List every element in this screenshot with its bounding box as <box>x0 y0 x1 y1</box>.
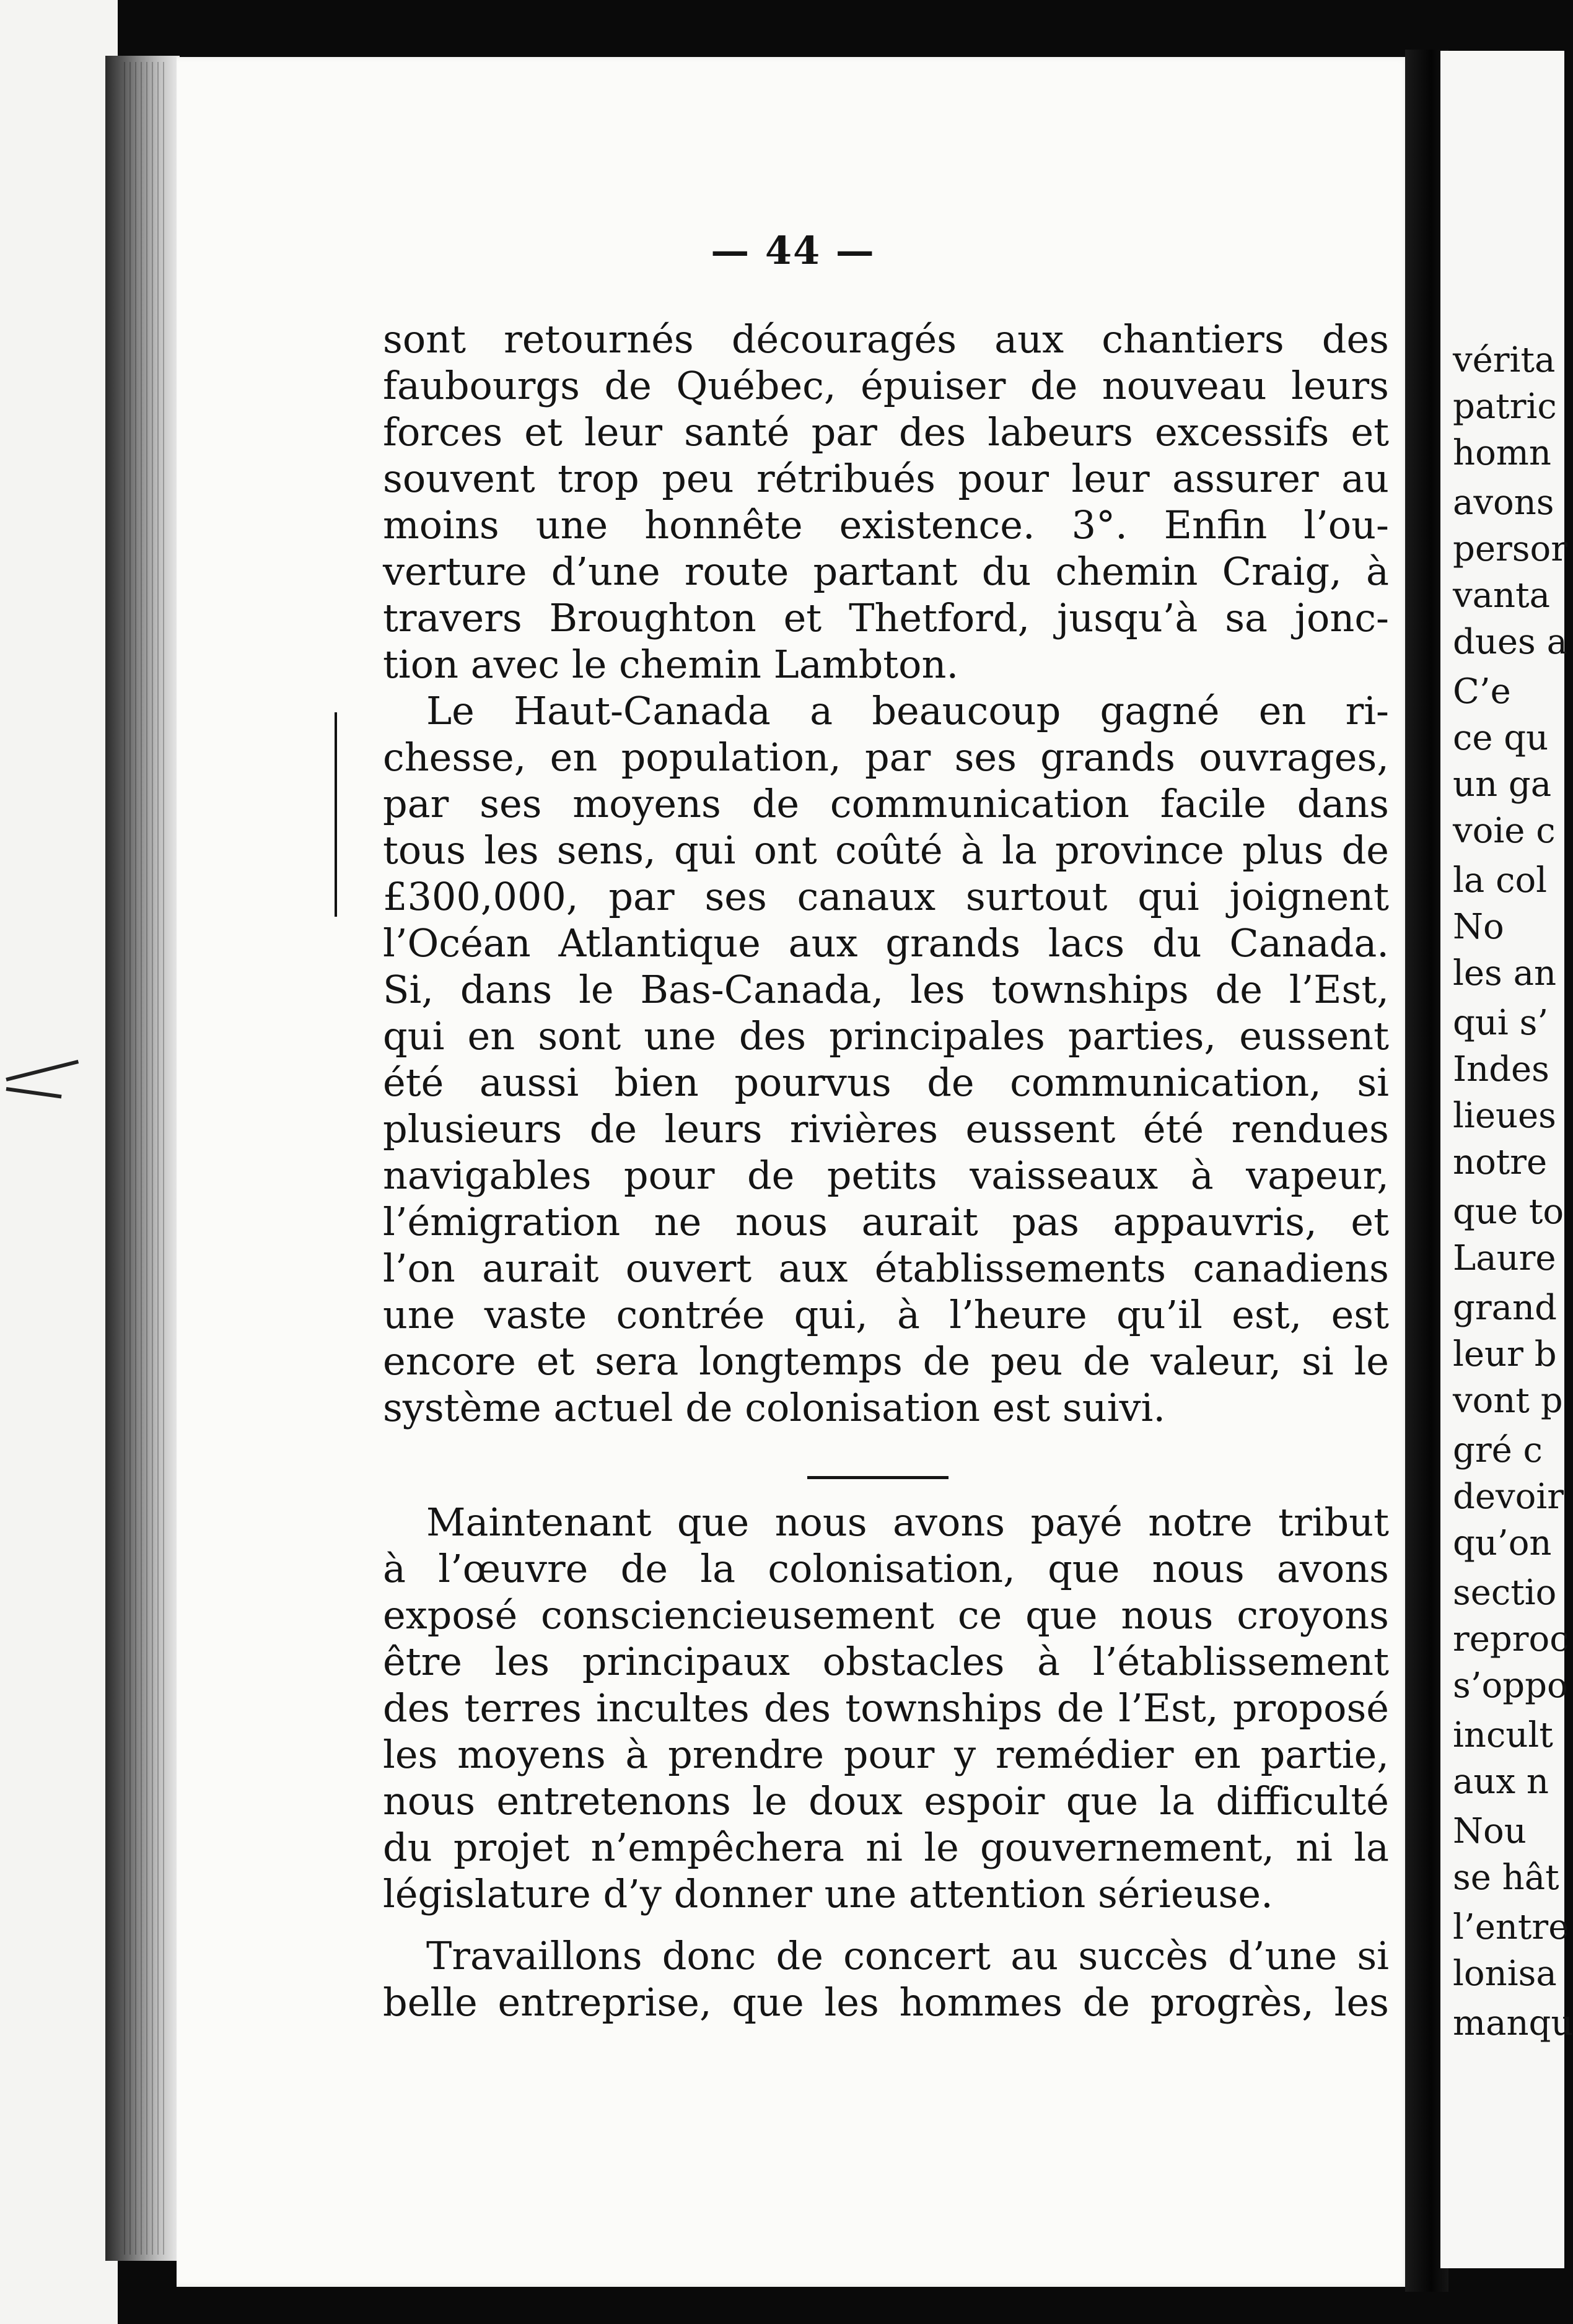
text-line: plusieurs de leurs rivières eussent été rendues <box>383 1106 1389 1151</box>
text-line: système actuel de colonisation est suivi. <box>383 1385 1166 1430</box>
facing-text-line: les an <box>1453 953 1557 994</box>
facing-text-line: vanta <box>1453 575 1550 616</box>
facing-text-line: Laure <box>1453 1238 1556 1278</box>
text-line: belle entreprise, que les hommes de progrès, les <box>383 1980 1389 2025</box>
section-separator <box>807 1476 949 1479</box>
facing-text-line: vont p <box>1453 1381 1563 1421</box>
text-line: encore et sera longtemps de peu de valeur, si le <box>383 1339 1389 1384</box>
text-line: l’on aurait ouvert aux établissements canadiens <box>383 1246 1389 1291</box>
facing-text-line: qui s’ <box>1453 1003 1549 1043</box>
facing-text-line: se hât <box>1453 1858 1559 1898</box>
text-line: moins une honnête existence. 3°. Enfin l’ou- <box>383 502 1389 548</box>
facing-text-line: voie c <box>1453 811 1556 851</box>
text-line: été aussi bien pourvus de communication, si <box>383 1060 1389 1105</box>
text-line: sont retournés découragés aux chantiers des <box>383 317 1389 362</box>
text-line: £300,000, par ses canaux surtout qui joignent <box>383 874 1389 919</box>
facing-text-line: manqu <box>1453 2003 1573 2043</box>
facing-text-line: reproc <box>1453 1619 1569 1659</box>
text-line: du projet n’empêchera ni le gouvernement, ni la <box>383 1825 1389 1870</box>
text-line: les moyens à prendre pour y remédier en partie, <box>383 1732 1389 1777</box>
facing-text-line: un ga <box>1453 764 1552 805</box>
text-line: verture d’une route partant du chemin Craig, à <box>383 549 1389 594</box>
text-line: l’émigration ne nous aurait pas appauvris, et <box>383 1199 1389 1244</box>
facing-text-line: notre <box>1453 1142 1548 1182</box>
text-line: souvent trop peu rétribués pour leur assurer au <box>383 456 1389 501</box>
facing-text-line: Nou <box>1453 1811 1527 1851</box>
facing-text-line: devoir <box>1453 1477 1564 1517</box>
facing-text-line: dues a <box>1453 622 1567 662</box>
text-line: navigables pour de petits vaisseaux à vapeur, <box>383 1153 1389 1198</box>
facing-page <box>1440 51 1573 2268</box>
text-line: législature d’y donner une attention sérieuse. <box>383 1871 1273 1916</box>
text-line: être les principaux obstacles à l’établissement <box>383 1639 1389 1684</box>
facing-text-line: leur b <box>1453 1334 1557 1374</box>
paragraph-4 <box>383 1933 1389 2025</box>
outer-margin <box>0 0 118 2324</box>
text-line: nous entretenons le doux espoir que la difficulté <box>383 1778 1389 1824</box>
facing-text-line: grand <box>1453 1288 1557 1328</box>
text-line: l’Océan Atlantique aux grands lacs du Canada. <box>383 920 1389 966</box>
facing-text-line: ce qu <box>1453 718 1549 758</box>
facing-text-line: avons <box>1453 483 1554 523</box>
text-line: faubourgs de Québec, épuiser de nouveau leurs <box>383 363 1389 408</box>
facing-text-line: Indes <box>1453 1049 1549 1090</box>
facing-text-line: qu’on <box>1453 1523 1552 1563</box>
margin-rule <box>335 712 337 917</box>
facing-text-line: aux n <box>1453 1762 1549 1802</box>
facing-text-line: vérita <box>1453 340 1556 380</box>
text-line: chesse, en population, par ses grands ouvrages, <box>383 735 1389 780</box>
facing-text-line: persor <box>1453 529 1567 569</box>
text-line: tous les sens, qui ont coûté à la province plus de <box>383 828 1389 873</box>
facing-text-line: incult <box>1453 1715 1553 1755</box>
facing-text-line: l’entre <box>1453 1907 1569 1947</box>
facing-text-line: lonisa <box>1453 1954 1557 1994</box>
text-line: Le Haut-Canada a beaucoup gagné en ri- <box>426 688 1389 733</box>
text-line: tion avec le chemin Lambton. <box>383 642 959 687</box>
text-line: une vaste contrée qui, à l’heure qu’il est, est <box>383 1292 1389 1337</box>
facing-text-line: que to <box>1453 1192 1564 1232</box>
facing-text-line: patric <box>1453 387 1557 427</box>
text-line: Maintenant que nous avons payé notre tribut <box>426 1500 1389 1545</box>
facing-text-line: gré c <box>1453 1430 1543 1470</box>
facing-text-line: homn <box>1453 433 1551 473</box>
text-line: travers Broughton et Thetford, jusqu’à sa jonc- <box>383 595 1389 640</box>
text-line: exposé consciencieusement ce que nous croyons <box>383 1592 1389 1638</box>
page-number: — 44 — <box>711 228 875 273</box>
paragraph-1 <box>383 316 1389 688</box>
text-line: à l’œuvre de la colonisation, que nous avons <box>383 1546 1389 1591</box>
text-line: qui en sont une des principales parties, eussent <box>383 1013 1389 1059</box>
facing-text-line: s’oppo <box>1453 1666 1568 1706</box>
paragraph-2 <box>383 688 1389 1431</box>
facing-text-line: C’e <box>1453 671 1511 712</box>
facing-text-line: No <box>1453 907 1504 947</box>
text-line: forces et leur santé par des labeurs excessifs et <box>383 409 1389 455</box>
text-line: par ses moyens de communication facile dans <box>383 781 1389 826</box>
text-line: Travaillons donc de concert au succès d’une si <box>426 1933 1389 1978</box>
page-edges <box>124 62 167 2255</box>
facing-text-line: lieues <box>1453 1096 1556 1136</box>
text-line: Si, dans le Bas-Canada, les townships de l’Est, <box>383 967 1389 1012</box>
facing-text-line: la col <box>1453 860 1548 901</box>
text-line: des terres incultes des townships de l’Est, proposé <box>383 1685 1389 1731</box>
paragraph-3 <box>383 1499 1389 1917</box>
facing-text-line: sectio <box>1453 1573 1557 1613</box>
